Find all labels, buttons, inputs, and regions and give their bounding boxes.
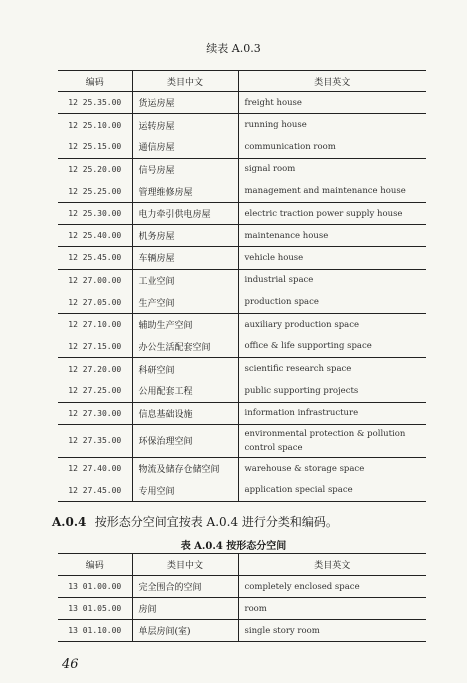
english-cell: vehicle house bbox=[238, 247, 426, 269]
chinese-cell: 物流及储存仓储空间 bbox=[132, 457, 238, 479]
english-cell: industrial space bbox=[238, 269, 426, 291]
table-row bbox=[58, 598, 426, 620]
chinese-cell: 公用配套工程 bbox=[132, 380, 238, 402]
english-cell: application special space bbox=[244, 485, 353, 496]
code-cell: 12 25.25.00 bbox=[58, 180, 132, 202]
code-cell: 13 01.00.00 bbox=[58, 576, 132, 598]
section-number: A.0.4 bbox=[52, 515, 87, 529]
table2-header-code: 编码 bbox=[58, 554, 132, 576]
table1-header-chinese: 类目中文 bbox=[132, 71, 238, 92]
code-cell: 12 27.35.00 bbox=[58, 424, 132, 457]
table-row bbox=[58, 424, 426, 457]
chinese-cell: 辅助生产空间 bbox=[132, 313, 238, 335]
english-cell: scientific research space bbox=[238, 358, 426, 380]
chinese-cell: 工业空间 bbox=[132, 269, 238, 291]
table2 bbox=[58, 553, 426, 642]
chinese-cell: 管理维修房屋 bbox=[132, 180, 238, 202]
section-a04 bbox=[52, 513, 338, 530]
table-row bbox=[58, 158, 426, 180]
chinese-cell: 完全围合的空间 bbox=[132, 576, 238, 598]
table-row bbox=[58, 225, 426, 247]
code-cell: 12 27.30.00 bbox=[58, 402, 132, 424]
code-cell: 12 27.05.00 bbox=[58, 291, 132, 313]
table1-header-code: 编码 bbox=[58, 71, 132, 92]
table2-caption: 表 A.0.4 按形态分空间 bbox=[180, 541, 287, 552]
english-cell: running house bbox=[238, 114, 426, 136]
english-cell: public supporting projects bbox=[244, 385, 359, 396]
code-cell: 12 25.45.00 bbox=[58, 247, 132, 269]
chinese-cell: 货运房屋 bbox=[132, 92, 238, 114]
code-cell: 12 25.10.00 bbox=[58, 114, 132, 136]
english-cell: single story room bbox=[238, 620, 426, 642]
chinese-cell: 生产空间 bbox=[132, 291, 238, 313]
english-cell: warehouse & storage space bbox=[238, 457, 426, 479]
chinese-cell: 通信房屋 bbox=[132, 136, 238, 158]
table-row bbox=[58, 269, 426, 291]
code-cell: 13 01.10.00 bbox=[58, 620, 132, 642]
code-cell: 12 25.20.00 bbox=[58, 158, 132, 180]
table-row bbox=[58, 202, 426, 224]
code-cell: 12 27.20.00 bbox=[58, 358, 132, 380]
chinese-cell: 办公生活配套空间 bbox=[132, 336, 238, 358]
english-cell: information infrastructure bbox=[238, 402, 426, 424]
chinese-cell: 专用空间 bbox=[132, 480, 238, 502]
chinese-cell: 车辆房屋 bbox=[132, 247, 238, 269]
code-cell: 12 25.40.00 bbox=[58, 225, 132, 247]
table-row bbox=[58, 336, 426, 358]
english-cell: office & life supporting space bbox=[244, 341, 372, 352]
table-row bbox=[58, 380, 426, 402]
chinese-cell: 信号房屋 bbox=[132, 158, 238, 180]
code-cell: 13 01.05.00 bbox=[58, 598, 132, 620]
chinese-cell: 运转房屋 bbox=[132, 114, 238, 136]
english-cell: communication room bbox=[244, 141, 336, 152]
table-row bbox=[58, 114, 426, 136]
chinese-cell: 电力牵引供电房屋 bbox=[132, 202, 238, 224]
code-cell: 12 27.10.00 bbox=[58, 313, 132, 335]
chinese-cell: 科研空间 bbox=[132, 358, 238, 380]
table1 bbox=[58, 70, 426, 502]
table-row bbox=[58, 180, 426, 202]
english-cell: signal room bbox=[238, 158, 426, 180]
table-row bbox=[58, 313, 426, 335]
english-cell: production space bbox=[244, 297, 319, 308]
english-cell: maintenance house bbox=[238, 225, 426, 247]
table-row bbox=[58, 92, 426, 114]
english-cell: room bbox=[238, 598, 426, 620]
code-cell: 12 25.35.00 bbox=[58, 92, 132, 114]
table-row bbox=[58, 480, 426, 502]
code-cell: 12 27.00.00 bbox=[58, 269, 132, 291]
table-row bbox=[58, 457, 426, 479]
code-cell: 12 25.30.00 bbox=[58, 202, 132, 224]
english-cell: freight house bbox=[244, 97, 302, 108]
english-cell: auxiliary production space bbox=[238, 313, 426, 335]
english-cell: environmental protection & pollution control space bbox=[238, 424, 426, 457]
chinese-cell: 信息基础设施 bbox=[132, 402, 238, 424]
english-cell: completely enclosed space bbox=[244, 581, 360, 592]
chinese-cell: 环保治理空间 bbox=[132, 424, 238, 457]
page-number: 46 bbox=[62, 657, 79, 672]
table-row bbox=[58, 247, 426, 269]
code-cell: 12 25.15.00 bbox=[58, 136, 132, 158]
code-cell: 12 27.45.00 bbox=[58, 480, 132, 502]
english-cell: management and maintenance house bbox=[244, 186, 406, 197]
chinese-cell: 房间 bbox=[132, 598, 238, 620]
code-cell: 12 27.25.00 bbox=[58, 380, 132, 402]
table-row bbox=[58, 620, 426, 642]
table-row bbox=[58, 576, 426, 598]
chinese-cell: 单层房间(室) bbox=[132, 620, 238, 642]
table2-header-english: 类目英文 bbox=[238, 554, 426, 576]
section-text: 按形态分空间宜按表 A.0.4 进行分类和编码。 bbox=[94, 515, 338, 529]
table-row bbox=[58, 402, 426, 424]
table1-caption: 续表 A.0.3 bbox=[206, 42, 261, 55]
code-cell: 12 27.15.00 bbox=[58, 336, 132, 358]
table-row bbox=[58, 358, 426, 380]
english-cell: electric traction power supply house bbox=[238, 202, 426, 224]
table2-header-chinese: 类目中文 bbox=[132, 554, 238, 576]
table-row bbox=[58, 136, 426, 158]
table1-header-english: 类目英文 bbox=[238, 71, 426, 92]
chinese-cell: 机务房屋 bbox=[132, 225, 238, 247]
code-cell: 12 27.40.00 bbox=[58, 457, 132, 479]
table-row bbox=[58, 291, 426, 313]
